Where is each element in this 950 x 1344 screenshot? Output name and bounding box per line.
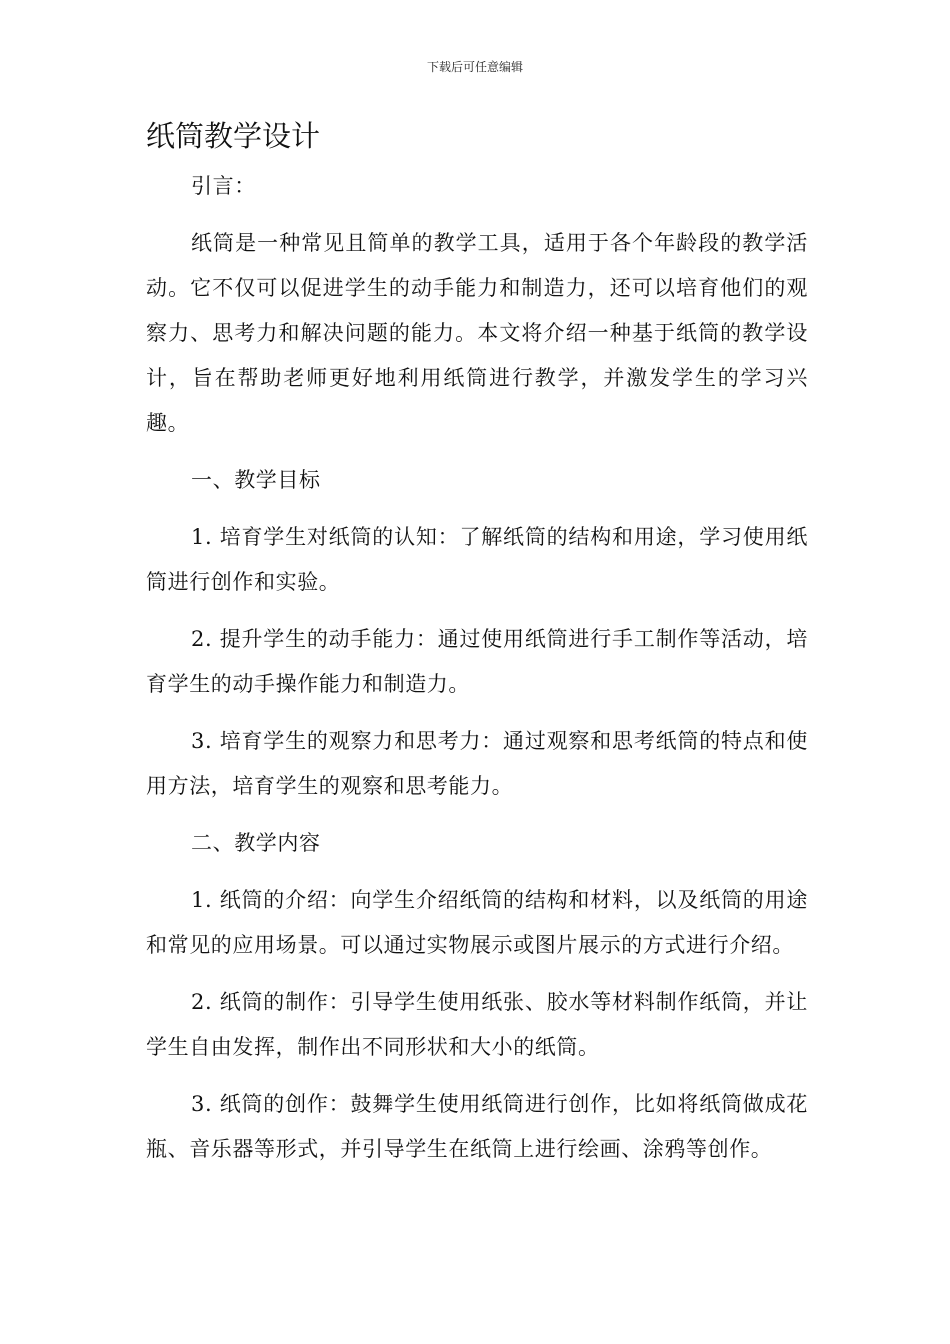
- goal-item-2: 2. 提升学生的动手能力：通过使用纸筒进行手工制作等活动，培育学生的动手操作能力和制造力。: [146, 627, 808, 696]
- content-item-1: 1. 纸筒的介绍：向学生介绍纸筒的结构和材料，以及纸筒的用途和常见的应用场景。可以通过实物展示或图片展示的方式进行介绍。: [146, 888, 808, 957]
- document-body: [146, 164, 808, 1184]
- content-item-2: 2. 纸筒的制作：引导学生使用纸张、胶水等材料制作纸筒，并让学生自由发挥，制作出不同形状和大小的纸筒。: [146, 990, 808, 1059]
- section-heading-goals: 一、教学目标: [191, 468, 321, 492]
- goal-item-1: 1. 培育学生对纸筒的认知：了解纸筒的结构和用途，学习使用纸筒进行创作和实验。: [146, 525, 808, 594]
- paragraph-intro-heading: 引言：: [191, 174, 256, 198]
- paragraph-intro: 纸筒是一种常见且简单的教学工具，适用于各个年龄段的教学活动。它不仅可以促进学生的动手能力和制造力，还可以培育他们的观察力、思考力和解决问题的能力。本文将介绍一种基于纸筒的教学设计，旨在帮助老师更好地利用纸筒进行教学，并激发学生的学习兴趣。: [146, 231, 808, 435]
- content-item-3: 3. 纸筒的创作：鼓舞学生使用纸筒进行创作，比如将纸筒做成花瓶、音乐器等形式，并引导学生在纸筒上进行绘画、涂鸦等创作。: [146, 1092, 808, 1161]
- header-note: 下载后可任意编辑: [426, 60, 523, 74]
- section-heading-content: 二、教学内容: [191, 831, 321, 855]
- document-title: 纸筒教学设计: [146, 119, 321, 153]
- goal-item-3: 3. 培育学生的观察力和思考力：通过观察和思考纸筒的特点和使用方法，培育学生的观察和思考能力。: [146, 729, 808, 798]
